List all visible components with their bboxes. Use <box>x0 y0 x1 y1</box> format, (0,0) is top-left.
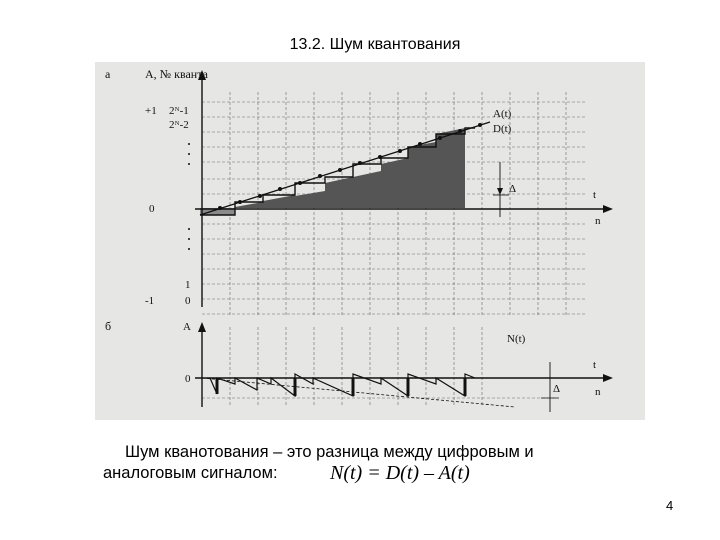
x-label-t-a: t <box>593 189 597 201</box>
delta-label-b: Δ <box>553 383 561 395</box>
slide-title: 13.2. Шум квантования <box>289 36 461 53</box>
n-label: N(t) <box>507 333 526 345</box>
delta-label-a: Δ <box>509 183 517 195</box>
x-arrow-a <box>603 205 613 213</box>
tick-1: 1 <box>185 279 191 291</box>
legend-a: A(t) <box>493 108 512 120</box>
tick-0: 0 <box>149 203 155 215</box>
noise-formula: N(t) = D(t) – A(t) <box>330 462 470 484</box>
figure-graphic <box>95 62 645 420</box>
caption-line-2: аналоговым сигналом: <box>103 464 278 482</box>
noise-trend <box>202 378 515 407</box>
panel-a-label: а <box>105 67 111 81</box>
axis-dots-a <box>188 143 190 250</box>
tick-minus1: -1 <box>145 295 155 307</box>
page-number: 4 <box>666 498 674 513</box>
legend-d: D(t) <box>493 123 512 135</box>
quantization-noise-figure <box>95 62 645 420</box>
panel-b-label: б <box>105 319 112 333</box>
tick-0b: 0 <box>185 295 191 307</box>
y-axis-label-a: A, № кванта <box>145 67 208 81</box>
tick-0-b: 0 <box>185 373 191 385</box>
x-label-t-b: t <box>593 359 597 371</box>
caption-line-1: Шум кванотования – это разница между цифровым и <box>125 443 534 461</box>
y-axis-label-b: A <box>183 321 191 333</box>
y-arrow-b <box>198 322 206 332</box>
tick-2n-1: 2ᴺ-1 <box>169 105 189 117</box>
x-label-n-a: n <box>595 215 601 227</box>
tick-2n-2: 2ᴺ-2 <box>169 119 189 131</box>
grid-b <box>202 327 555 407</box>
tick-plus1: +1 <box>145 105 157 117</box>
x-arrow-b <box>603 374 613 382</box>
x-label-n-b: n <box>595 386 601 398</box>
